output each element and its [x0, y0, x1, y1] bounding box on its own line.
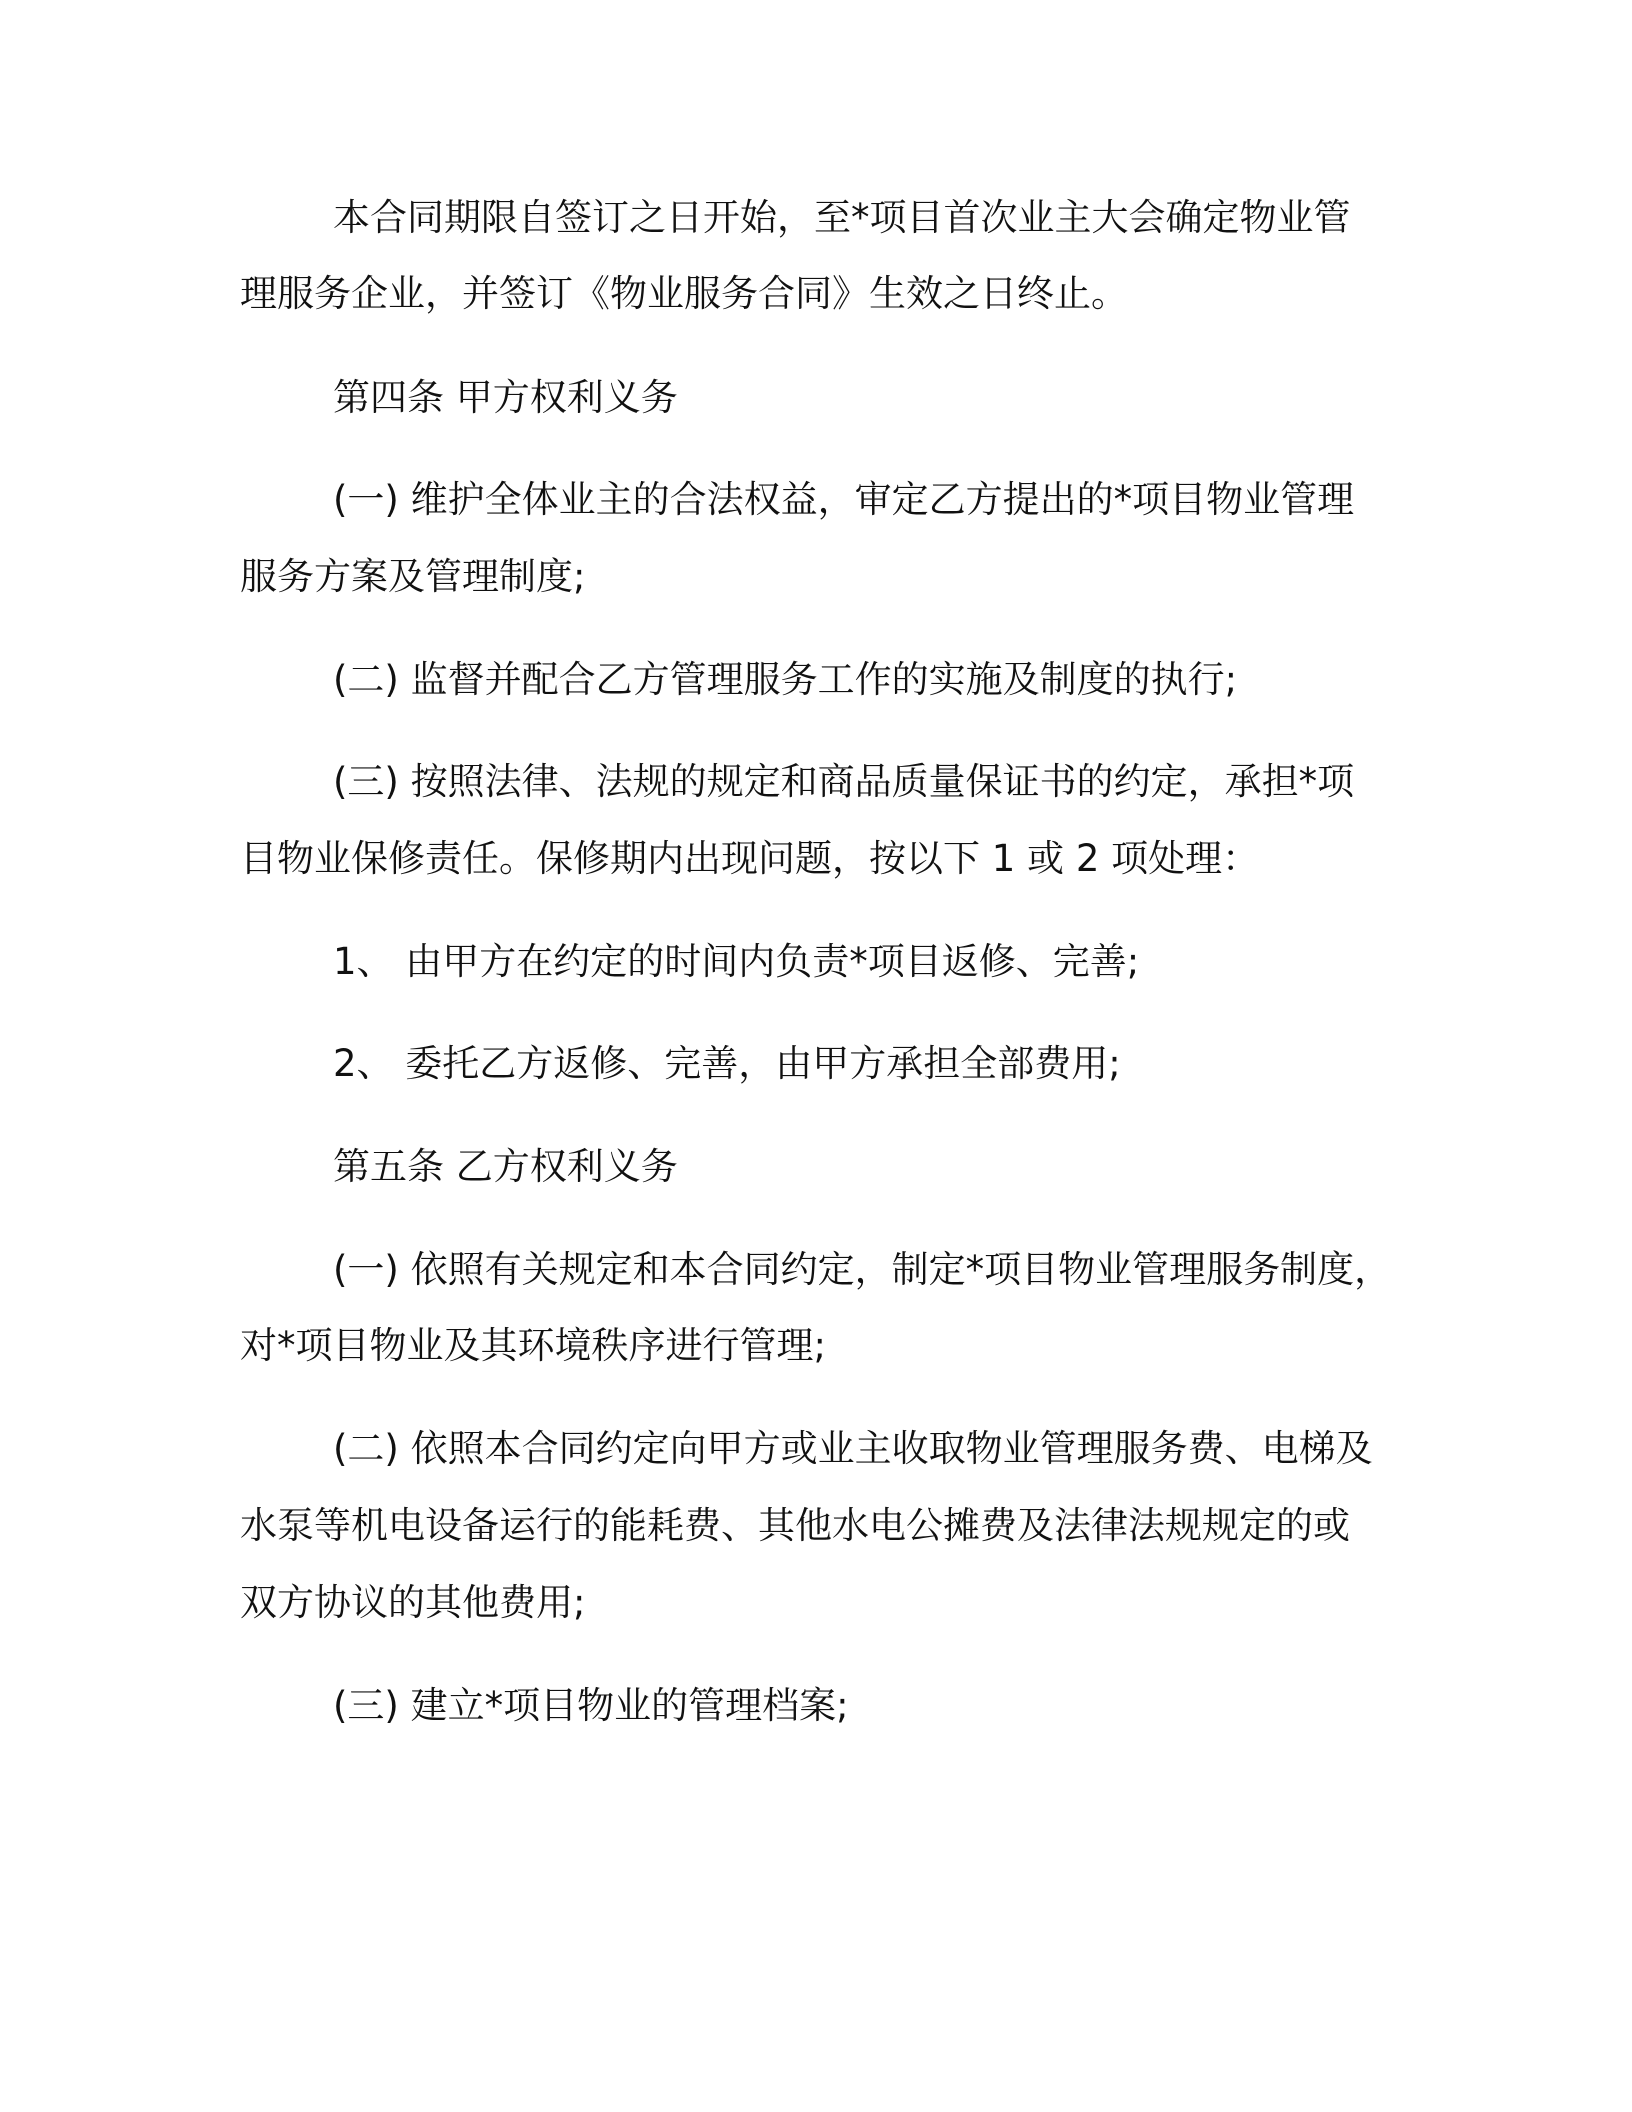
list-item: 2、 委托乙方返修、完善，由甲方承担全部费用;: [333, 1042, 1121, 1085]
paragraph-line: (一) 维护全体业主的合法权益，审定乙方提出的*项目物业管理: [333, 478, 1355, 521]
article-heading: 第五条 乙方权利义务: [333, 1145, 678, 1188]
list-item: 1、 由甲方在约定的时间内负责*项目返修、完善;: [333, 940, 1140, 983]
paragraph-line: (一) 依照有关规定和本合同约定，制定*项目物业管理服务制度，: [333, 1248, 1392, 1291]
paragraph-line: (二) 依照本合同约定向甲方或业主收取物业管理服务费、电梯及: [333, 1427, 1373, 1470]
paragraph-line: 对*项目物业及其环境秩序进行管理;: [240, 1324, 826, 1367]
paragraph-line: 本合同期限自签订之日开始，至*项目首次业主大会确定物业管: [333, 196, 1351, 239]
paragraph-line: 理服务企业，并签订《物业服务合同》生效之日终止。: [240, 272, 1128, 315]
paragraph-line: 双方协议的其他费用;: [240, 1581, 586, 1624]
paragraph-line: (二) 监督并配合乙方管理服务工作的实施及制度的执行;: [333, 658, 1238, 701]
paragraph-line: (三) 按照法律、法规的规定和商品质量保证书的约定，承担*项: [333, 760, 1355, 803]
paragraph-line: 水泵等机电设备运行的能耗费、其他水电公摊费及法律法规规定的或: [240, 1504, 1350, 1547]
paragraph-line: 服务方案及管理制度;: [240, 555, 586, 598]
paragraph-line: 目物业保修责任。保修期内出现问题，按以下 1 或 2 项处理：: [240, 837, 1260, 880]
article-heading: 第四条 甲方权利义务: [333, 376, 678, 419]
paragraph-line: (三) 建立*项目物业的管理档案;: [333, 1684, 849, 1727]
